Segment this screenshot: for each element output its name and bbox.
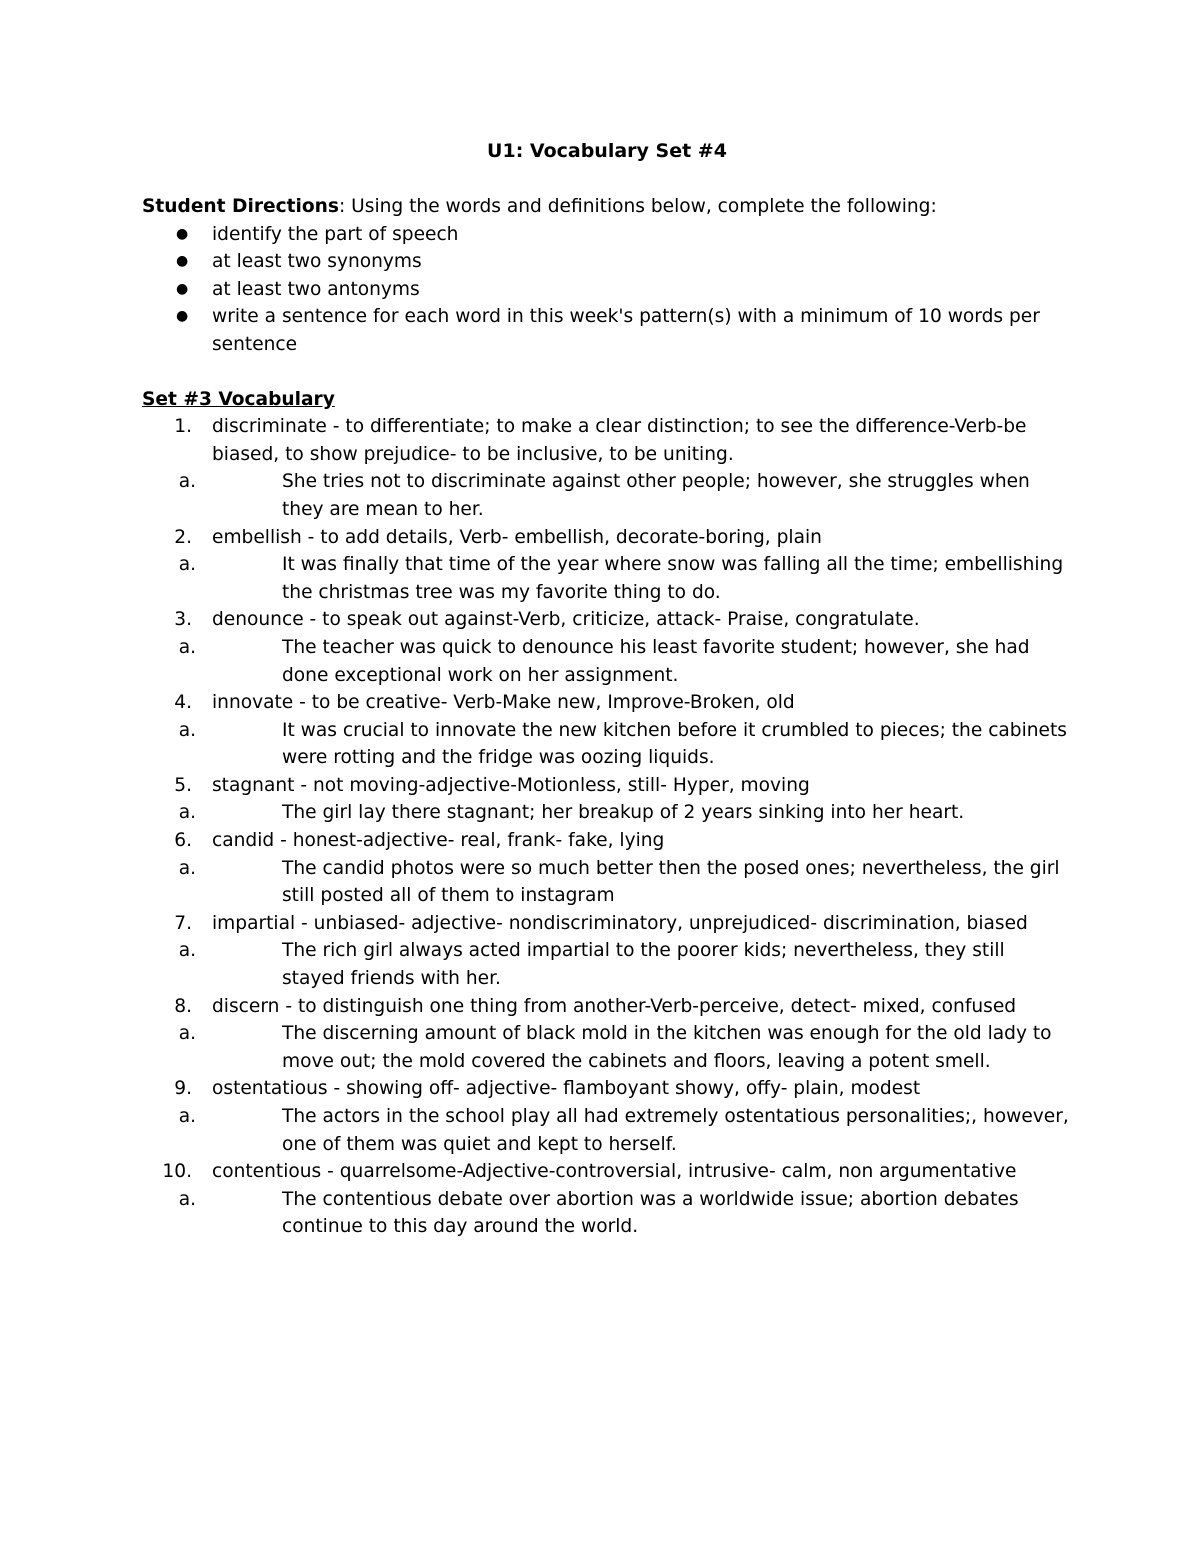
vocab-item [142,1075,1072,1158]
vocab-item [142,1158,1072,1241]
example-letter: a. [178,1023,196,1045]
example-letter: a. [178,636,196,658]
directions-text: : Using the words and definitions below, complete the following: [339,196,937,217]
example-sentence: a. The actors in the school play all had extremely ostentatious personalities;, however, one of them was quiet and kept to herself. [142,1103,1072,1158]
vocab-entry: discern - to distinguish one thing from another-Verb-perceive, detect- mixed, confused [212,995,1017,1017]
directions-item: ● at least two synonyms [142,248,1072,276]
item-number: 1. [174,416,192,438]
example-letter: a. [178,857,196,879]
item-number: 8. [174,995,192,1017]
example-sentence: a. It was finally that time of the year where snow was falling all the time; embellishing the christmas tree was my favorite thing to do. [142,551,1072,606]
example-sentence: a. The girl lay there stagnant; her breakup of 2 years sinking into her heart. [142,799,1072,827]
example-sentence: a. She tries not to discriminate against other people; however, she struggles when they are mean to her. [142,468,1072,523]
vocab-item [142,827,1072,910]
document-title: U1: Vocabulary Set #4 [487,140,727,162]
example-letter: a. [178,1106,196,1127]
bullet-icon: ● [176,280,189,297]
vocab-entry: ostentatious - showing off- adjective- flamboyant showy, offy- plain, modest [212,1078,921,1100]
item-number: 9. [174,1078,192,1100]
vocab-entry: impartial - unbiased- adjective- nondiscriminatory, unprejudiced- discrimination, biased [212,912,1028,934]
item-number: 6. [174,830,192,852]
vocab-item [142,606,1072,689]
vocab-entry: stagnant - not moving-adjective-Motionless, still- Hyper, moving [212,774,810,796]
example-sentence: a. The contentious debate over abortion was a worldwide issue; abortion debates continue to this day around the world. [142,1186,1072,1241]
vocab-heading: Set #3 Vocabulary [142,388,335,410]
vocab-entry: candid - honest-adjective- real, frank- fake, lying [212,830,665,852]
example-letter: a. [178,719,196,741]
example-letter: a. [178,471,196,493]
vocab-entry: innovate - to be creative- Verb-Make new, Improve-Broken, old [212,692,795,714]
item-number: 7. [174,912,192,934]
item-number: 3. [174,609,192,631]
directions-list [142,221,1072,359]
example-letter: a. [178,802,196,824]
vocab-item [142,772,1072,827]
item-number: 5. [174,774,192,796]
example-sentence: a. The candid photos were so much better then the posed ones; nevertheless, the girl still posted all of them to instagram [142,855,1072,910]
item-number: 10. [162,1161,192,1183]
directions-item: ● write a sentence for each word in this week's pattern(s) with a minimum of 10 words per sentence [142,303,1072,358]
vocab-entry: contentious - quarrelsome-Adjective-controversial, intrusive- calm, non argumentative [212,1161,1017,1183]
bullet-icon: ● [176,253,189,270]
example-sentence: a. The teacher was quick to denounce his least favorite student; however, she had done exceptional work on her assignment. [142,634,1072,689]
item-number: 4. [174,692,192,714]
vocab-item [142,524,1072,607]
bullet-icon: ● [176,308,189,325]
bullet-icon: ● [176,225,189,242]
example-letter: a. [178,1188,196,1210]
example-letter: a. [178,554,196,576]
example-sentence: a. The discerning amount of black mold in the kitchen was enough for the old lady to move out; the mold covered the cabinets and floors, leaving a potent smell. [142,1020,1072,1075]
vocab-item [142,413,1072,523]
vocab-list [142,413,1072,1241]
vocab-entry: discriminate - to differentiate; to make a clear distinction; to see the difference-Verb-be biased, to show prejudice- to be inclusive, to be uniting. [212,416,1027,465]
vocab-item [142,910,1072,993]
vocab-item [142,993,1072,1076]
student-directions [142,193,1072,221]
directions-item: ● identify the part of speech [142,221,1072,249]
example-letter: a. [178,940,196,962]
directions-label: Student Directions [142,196,339,217]
example-sentence: a. The rich girl always acted impartial to the poorer kids; nevertheless, they still stayed friends with her. [142,937,1072,992]
vocab-entry: embellish - to add details, Verb- embellish, decorate-boring, plain [212,526,822,548]
directions-item: ● at least two antonyms [142,276,1072,304]
vocab-entry: denounce - to speak out against-Verb, criticize, attack- Praise, congratulate. [212,609,920,631]
example-sentence: a. It was crucial to innovate the new kitchen before it crumbled to pieces; the cabinets were rotting and the fridge was oozing liquids. [142,717,1072,772]
document-page [142,138,1072,1241]
vocab-item [142,689,1072,772]
item-number: 2. [174,526,192,548]
